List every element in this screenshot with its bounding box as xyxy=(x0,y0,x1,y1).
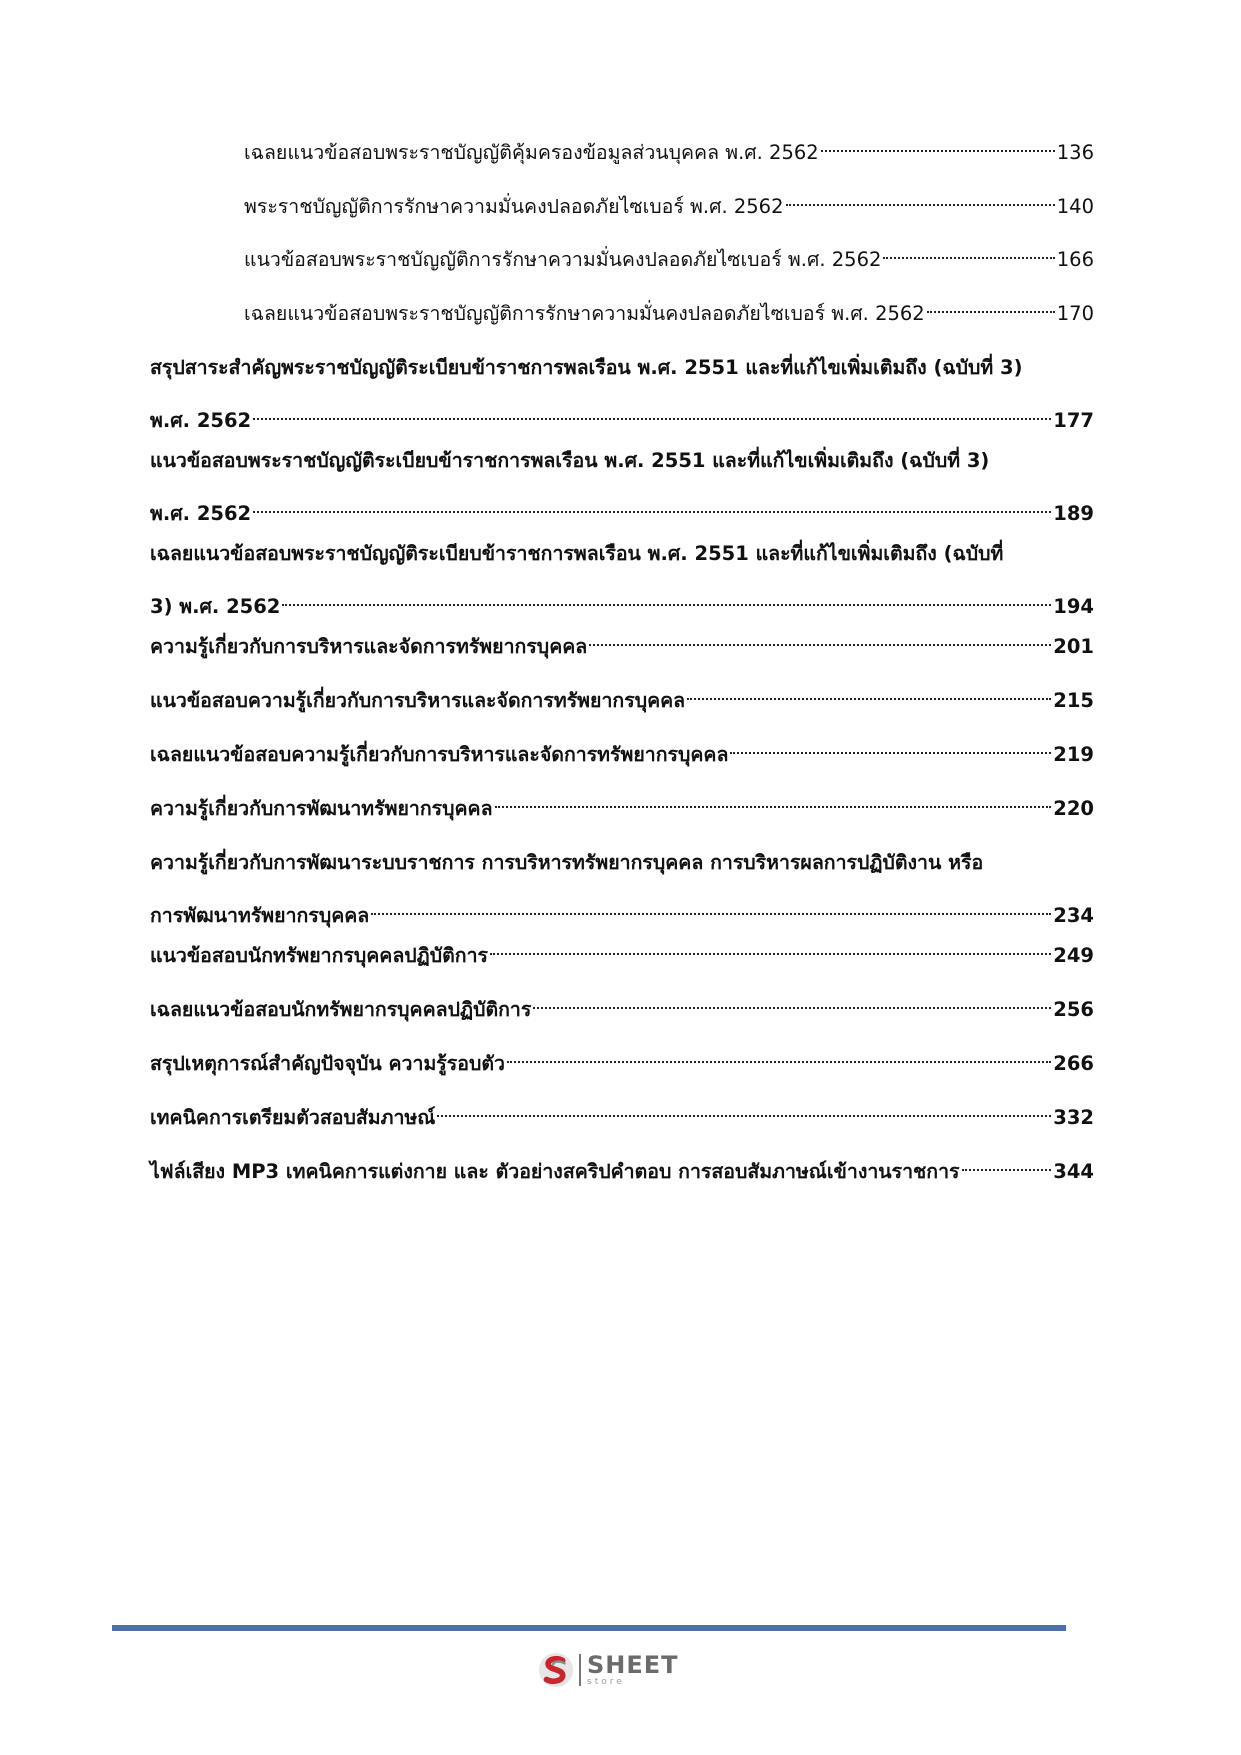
toc-entry-title: เฉลยแนวข้อสอบความรู้เกี่ยวกับการบริหารและจัดการทรัพยากรบุคคล xyxy=(150,743,729,766)
toc-entry[interactable] xyxy=(150,1103,1094,1133)
toc-entry-title: การพัฒนาทรัพยากรบุคคล xyxy=(150,904,370,927)
dot-leader xyxy=(786,204,1055,206)
toc-entry-title: แนวข้อสอบความรู้เกี่ยวกับการบริหารและจัดการทรัพยากรบุคคล xyxy=(150,689,686,712)
toc-entry[interactable] xyxy=(150,941,1094,971)
dot-leader xyxy=(253,511,1051,513)
logo-sub: store xyxy=(587,1677,625,1687)
toc-entry-title: พ.ศ. 2562 xyxy=(150,409,252,432)
toc-entry-title: ความรู้เกี่ยวกับการพัฒนาทรัพยากรบุคคล xyxy=(150,797,493,820)
toc-entry[interactable] xyxy=(244,192,1094,222)
dot-leader xyxy=(730,752,1051,754)
dot-leader xyxy=(883,257,1054,259)
dot-leader xyxy=(437,1115,1051,1117)
toc-entry-title: เฉลยแนวข้อสอบพระราชบัญญัติการรักษาความมั่นคงปลอดภัยไซเบอร์ พ.ศ. 2562 xyxy=(244,302,925,325)
toc-entry-page: 256 xyxy=(1053,998,1094,1021)
toc-entry-title: สรุปเหตุการณ์สำคัญปัจจุบัน ความรู้รอบตัว xyxy=(150,1052,505,1075)
dot-leader xyxy=(533,1007,1051,1009)
toc-entry[interactable] xyxy=(150,446,1094,529)
toc-entry-page: 170 xyxy=(1056,302,1094,325)
toc-entry[interactable] xyxy=(244,245,1094,275)
toc-entry-title: ความรู้เกี่ยวกับการบริหารและจัดการทรัพยากรบุคคล xyxy=(150,635,588,658)
dot-leader xyxy=(687,698,1051,700)
logo-separator xyxy=(579,1654,581,1686)
toc-entry[interactable] xyxy=(150,995,1094,1025)
toc-entry-title-line1: เฉลยแนวข้อสอบพระราชบัญญัติระเบียบข้าราชการพลเรือน พ.ศ. 2551 และที่แก้ไขเพิ่มเติมถึง (ฉบับที่ xyxy=(150,542,1004,565)
toc-entry-page: 344 xyxy=(1053,1160,1094,1183)
toc-entry-page: 219 xyxy=(1053,743,1094,766)
toc-entry-title-line1: ความรู้เกี่ยวกับการพัฒนาระบบราชการ การบริหารทรัพยากรบุคคล การบริหารผลการปฏิบัติงาน หรือ xyxy=(150,851,984,874)
toc-entry-page: 249 xyxy=(1053,944,1094,967)
toc-entry-page: 215 xyxy=(1053,689,1094,712)
toc-entry-title: เทคนิคการเตรียมตัวสอบสัมภาษณ์ xyxy=(150,1106,436,1129)
toc-entry-title: พระราชบัญญัติการรักษาความมั่นคงปลอดภัยไซเบอร์ พ.ศ. 2562 xyxy=(244,195,784,218)
toc-entry[interactable] xyxy=(150,1157,1094,1187)
toc-entry[interactable] xyxy=(150,686,1094,716)
toc-entry-title: แนวข้อสอบพระราชบัญญัติการรักษาความมั่นคงปลอดภัยไซเบอร์ พ.ศ. 2562 xyxy=(244,248,882,271)
toc-entry[interactable] xyxy=(150,794,1094,824)
dot-leader xyxy=(490,953,1051,955)
toc-entry-title: 3) พ.ศ. 2562 xyxy=(150,595,281,618)
dot-leader xyxy=(282,604,1051,606)
toc-entry-title: เฉลยแนวข้อสอบพระราชบัญญัติคุ้มครองข้อมูลส่วนบุคคล พ.ศ. 2562 xyxy=(244,141,819,164)
toc-entry[interactable] xyxy=(150,740,1094,770)
footer-divider xyxy=(112,1625,1066,1631)
toc-entry[interactable] xyxy=(150,539,1094,622)
toc-entry-title: ไฟล์เสียง MP3 เทคนิคการแต่งกาย และ ตัวอย่างสคริปคำตอบ การสอบสัมภาษณ์เข้างานราชการ xyxy=(150,1160,960,1183)
toc-entry[interactable] xyxy=(150,353,1094,436)
toc-entry-page: 194 xyxy=(1053,595,1094,618)
sheet-store-s-icon xyxy=(537,1651,575,1689)
toc-entry-page: 332 xyxy=(1053,1106,1094,1129)
toc-entry-page: 177 xyxy=(1053,409,1094,432)
toc-entry-page: 201 xyxy=(1053,635,1094,658)
dot-leader xyxy=(253,418,1051,420)
toc-entry-page: 136 xyxy=(1056,141,1094,164)
dot-leader xyxy=(821,150,1055,152)
dot-leader xyxy=(962,1169,1052,1171)
toc-entry-title-line1: แนวข้อสอบพระราชบัญญัติระเบียบข้าราชการพลเรือน พ.ศ. 2551 และที่แก้ไขเพิ่มเติมถึง (ฉบับที่ 3) xyxy=(150,449,990,472)
dot-leader xyxy=(495,806,1052,808)
sheet-store-logo xyxy=(537,1650,707,1690)
toc-entry-title: แนวข้อสอบนักทรัพยากรบุคคลปฏิบัติการ xyxy=(150,944,489,967)
toc-entry[interactable] xyxy=(150,632,1094,662)
dot-leader xyxy=(927,311,1055,313)
dot-leader xyxy=(507,1061,1051,1063)
toc-entry-title: พ.ศ. 2562 xyxy=(150,502,252,525)
toc-entry-page: 266 xyxy=(1053,1052,1094,1075)
dot-leader xyxy=(371,913,1051,915)
toc-entry-page: 140 xyxy=(1056,195,1094,218)
toc-entry-page: 189 xyxy=(1053,502,1094,525)
toc-entry-title-line1: สรุปสาระสำคัญพระราชบัญญัติระเบียบข้าราชการพลเรือน พ.ศ. 2551 และที่แก้ไขเพิ่มเติมถึง (ฉบับที่ 3) xyxy=(150,356,1023,379)
toc-entry[interactable] xyxy=(244,138,1094,168)
toc-entry-page: 166 xyxy=(1056,248,1094,271)
toc-entry[interactable] xyxy=(150,848,1094,931)
logo-word: SHEET xyxy=(587,1651,679,1679)
toc-entry-page: 220 xyxy=(1053,797,1094,820)
toc-entry-title: เฉลยแนวข้อสอบนักทรัพยากรบุคคลปฏิบัติการ xyxy=(150,998,532,1021)
toc-entry-page: 234 xyxy=(1053,904,1094,927)
dot-leader xyxy=(589,644,1051,646)
toc-entry[interactable] xyxy=(150,1049,1094,1079)
logo-text xyxy=(587,1653,679,1687)
toc-entry[interactable] xyxy=(244,299,1094,329)
